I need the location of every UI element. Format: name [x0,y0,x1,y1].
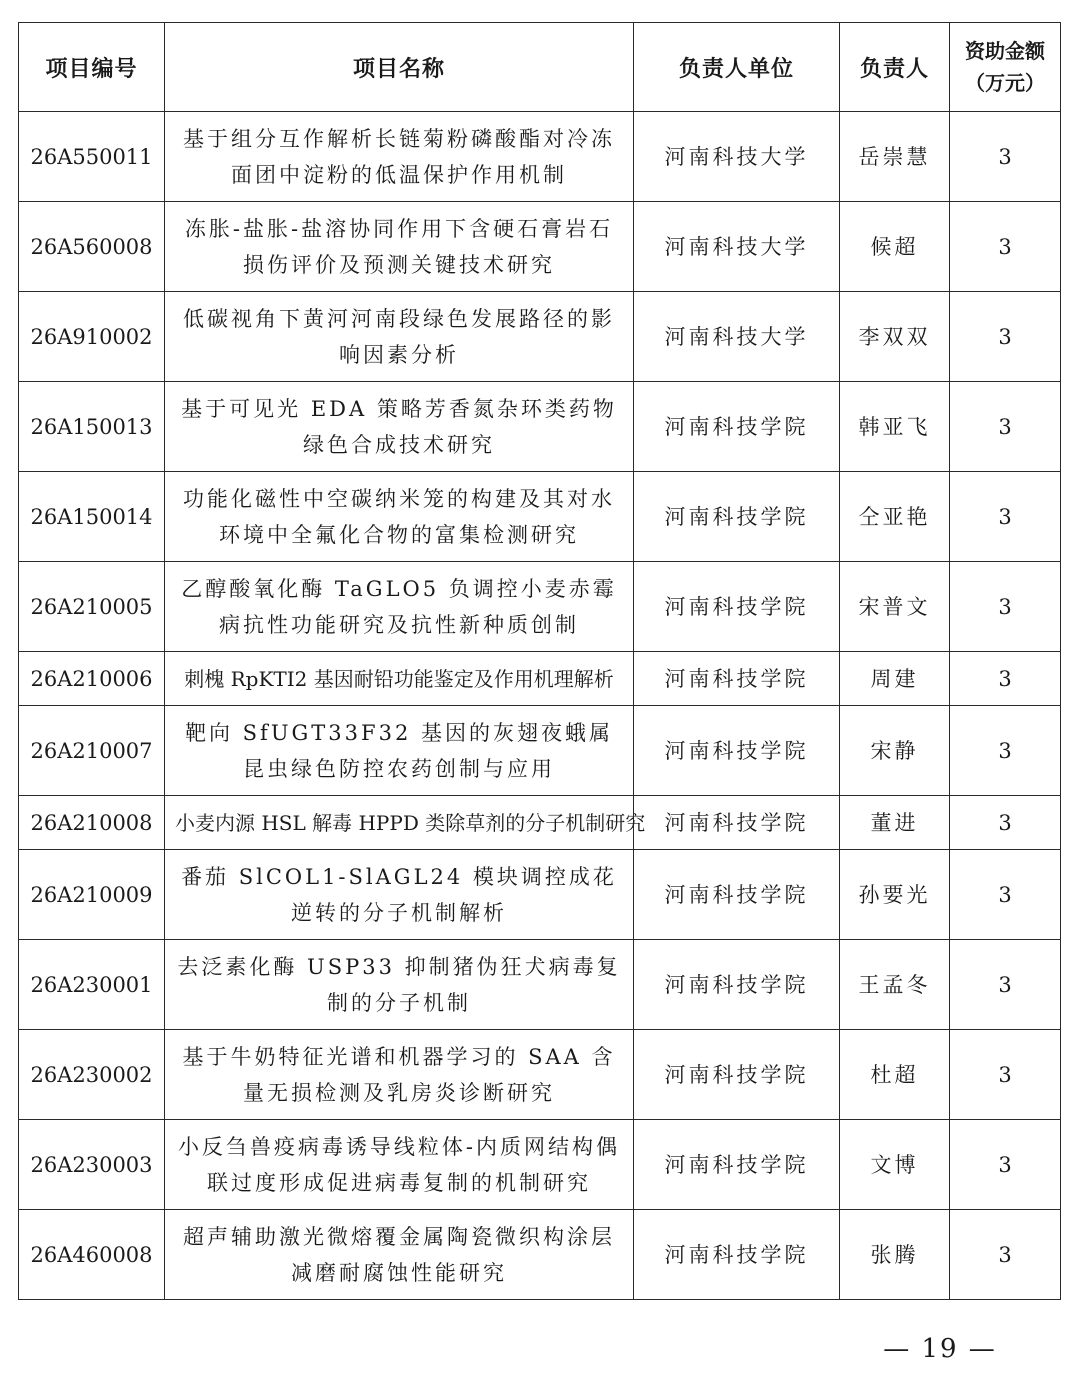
cell-project-code: 26A550011 [19,112,165,202]
table-row [19,940,1061,1030]
cell-funding-amount: 3 [950,562,1061,652]
header-funding-amount-line2: （万元） [965,71,1045,95]
cell-leader: 孙要光 [840,850,950,940]
cell-project-code: 26A230002 [19,1030,165,1120]
cell-leader-unit: 河南科技大学 [634,202,840,292]
cell-project-code: 26A150014 [19,472,165,562]
cell-project-name: 低碳视角下黄河河南段绿色发展路径的影响因素分析 [165,292,634,382]
table-row [19,1030,1061,1120]
table-row [19,652,1061,706]
header-funding-amount-line1: 资助金额 [965,39,1045,63]
cell-project-name: 靶向 SfUGT33F32 基因的灰翅夜蛾属昆虫绿色防控农药创制与应用 [165,706,634,796]
header-leader-unit: 负责人单位 [634,23,840,112]
cell-leader-unit: 河南科技学院 [634,472,840,562]
cell-project-code: 26A560008 [19,202,165,292]
cell-project-code: 26A210006 [19,652,165,706]
cell-leader: 周建 [840,652,950,706]
cell-project-name: 基于牛奶特征光谱和机器学习的 SAA 含量无损检测及乳房炎诊断研究 [165,1030,634,1120]
cell-leader: 岳崇慧 [840,112,950,202]
cell-leader: 候超 [840,202,950,292]
cell-leader: 杜超 [840,1030,950,1120]
cell-leader-unit: 河南科技大学 [634,292,840,382]
header-project-name: 项目名称 [165,23,634,112]
cell-funding-amount: 3 [950,652,1061,706]
cell-leader-unit: 河南科技学院 [634,796,840,850]
cell-leader-unit: 河南科技学院 [634,1120,840,1210]
cell-project-name: 基于组分互作解析长链菊粉磷酸酯对冷冻面团中淀粉的低温保护作用机制 [165,112,634,202]
cell-project-name: 去泛素化酶 USP33 抑制猪伪狂犬病毒复制的分子机制 [165,940,634,1030]
cell-project-code: 26A210009 [19,850,165,940]
cell-leader: 文博 [840,1120,950,1210]
cell-funding-amount: 3 [950,112,1061,202]
cell-leader-unit: 河南科技学院 [634,382,840,472]
table-row [19,706,1061,796]
cell-project-code: 26A230003 [19,1120,165,1210]
cell-leader-unit: 河南科技学院 [634,1210,840,1300]
cell-project-name: 功能化磁性中空碳纳米笼的构建及其对水环境中全氟化合物的富集检测研究 [165,472,634,562]
cell-project-code: 26A210007 [19,706,165,796]
cell-funding-amount: 3 [950,1120,1061,1210]
cell-project-name: 番茄 SlCOL1-SlAGL24 模块调控成花逆转的分子机制解析 [165,850,634,940]
cell-leader-unit: 河南科技学院 [634,652,840,706]
cell-project-name: 刺槐 RpKTI2 基因耐铅功能鉴定及作用机理解析 [165,652,634,706]
cell-leader: 宋普文 [840,562,950,652]
cell-leader: 李双双 [840,292,950,382]
cell-funding-amount: 3 [950,202,1061,292]
table-row [19,292,1061,382]
cell-leader-unit: 河南科技学院 [634,1030,840,1120]
cell-leader: 张腾 [840,1210,950,1300]
table-row [19,112,1061,202]
header-funding-amount [950,23,1061,112]
cell-leader: 王孟冬 [840,940,950,1030]
table-row [19,1120,1061,1210]
cell-leader-unit: 河南科技大学 [634,112,840,202]
cell-funding-amount: 3 [950,472,1061,562]
table-row [19,472,1061,562]
cell-project-name: 冻胀-盐胀-盐溶协同作用下含硬石膏岩石损伤评价及预测关键技术研究 [165,202,634,292]
project-table [18,22,1061,1300]
cell-project-name: 小麦内源 HSL 解毒 HPPD 类除草剂的分子机制研究 [165,796,634,850]
cell-leader: 董进 [840,796,950,850]
table-row [19,382,1061,472]
cell-funding-amount: 3 [950,940,1061,1030]
cell-leader-unit: 河南科技学院 [634,706,840,796]
table-row [19,850,1061,940]
cell-funding-amount: 3 [950,292,1061,382]
table-row [19,562,1061,652]
cell-project-name: 超声辅助激光微熔覆金属陶瓷微织构涂层减磨耐腐蚀性能研究 [165,1210,634,1300]
cell-project-code: 26A460008 [19,1210,165,1300]
cell-project-code: 26A910002 [19,292,165,382]
cell-funding-amount: 3 [950,706,1061,796]
table-row [19,202,1061,292]
cell-funding-amount: 3 [950,382,1061,472]
cell-funding-amount: 3 [950,796,1061,850]
header-project-code: 项目编号 [19,23,165,112]
cell-leader-unit: 河南科技学院 [634,940,840,1030]
cell-leader-unit: 河南科技学院 [634,562,840,652]
cell-project-code: 26A230001 [19,940,165,1030]
cell-project-code: 26A150013 [19,382,165,472]
cell-leader-unit: 河南科技学院 [634,850,840,940]
cell-funding-amount: 3 [950,1030,1061,1120]
cell-funding-amount: 3 [950,850,1061,940]
cell-project-name: 基于可见光 EDA 策略芳香氮杂环类药物绿色合成技术研究 [165,382,634,472]
header-leader: 负责人 [840,23,950,112]
cell-leader: 韩亚飞 [840,382,950,472]
cell-project-code: 26A210008 [19,796,165,850]
cell-project-name: 乙醇酸氧化酶 TaGLO5 负调控小麦赤霉病抗性功能研究及抗性新种质创制 [165,562,634,652]
page-number: — 19 — [883,1334,997,1364]
table-row [19,796,1061,850]
cell-funding-amount: 3 [950,1210,1061,1300]
cell-leader: 仝亚艳 [840,472,950,562]
table-row [19,1210,1061,1300]
cell-project-code: 26A210005 [19,562,165,652]
cell-project-name: 小反刍兽疫病毒诱导线粒体-内质网结构偶联过度形成促进病毒复制的机制研究 [165,1120,634,1210]
cell-leader: 宋静 [840,706,950,796]
table-header-row [19,23,1061,112]
